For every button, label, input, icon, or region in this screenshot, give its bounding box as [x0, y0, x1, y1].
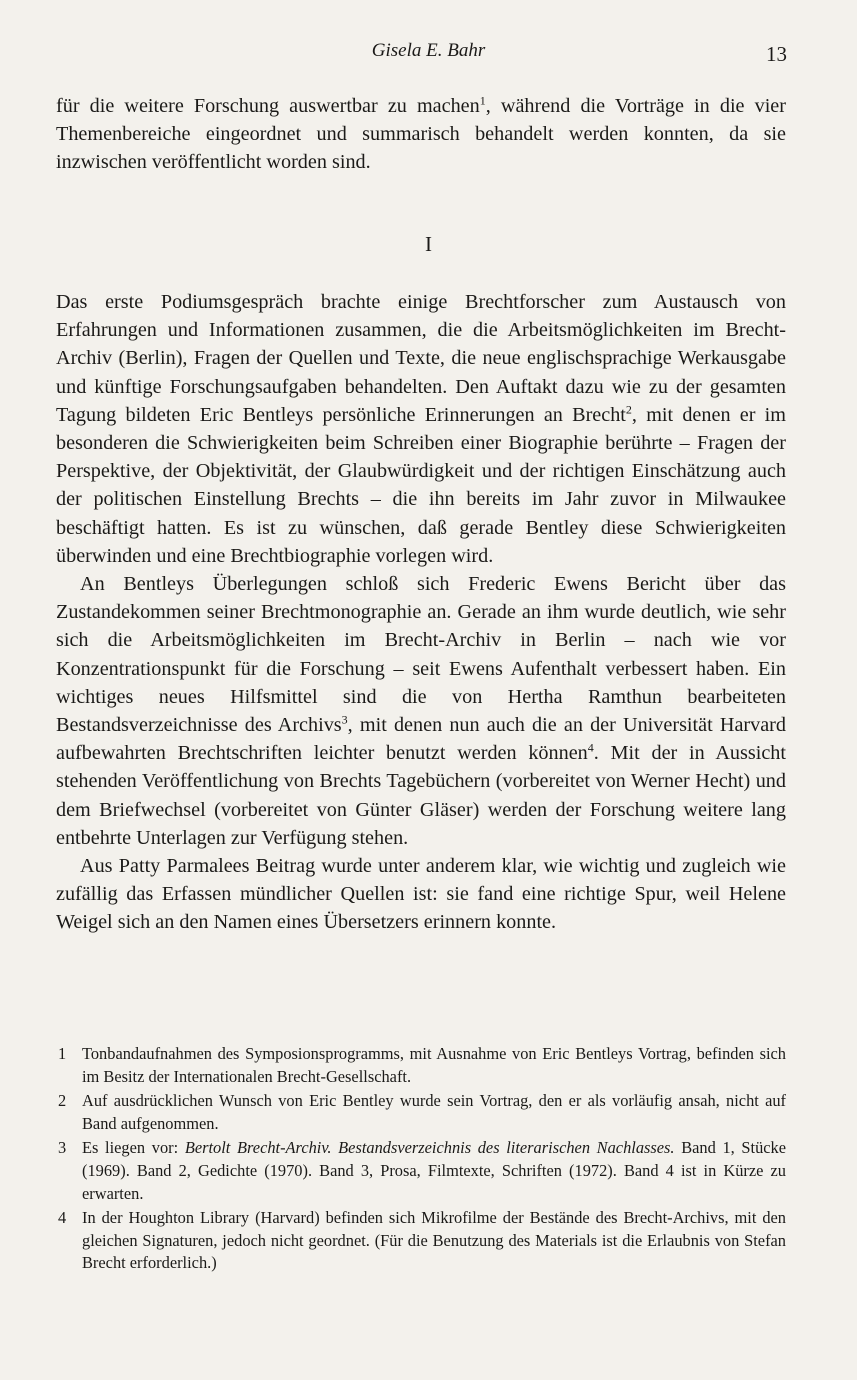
paragraph-1 [56, 288, 786, 570]
footnote-ref-4: 4 [587, 740, 594, 755]
footnote-title: Bertolt Brecht-Archiv. Bestandsverzeichnis des literarischen Nachlasses. [184, 1138, 675, 1158]
footnote-text: Auf ausdrücklichen Wunsch von Eric Bentley wurde sein Vortrag, den er als vorläufig ansah, nicht auf Band aufgenommen. [82, 1091, 786, 1133]
section-number: I [425, 232, 432, 256]
paragraph-text: An Bentleys Überlegungen schloß sich Frederic Ewens Bericht über das Zustandekommen seiner Brechtmonographie an. Gerade an ihm wurde deutlich, wie sehr sich die Arbeitsmöglichkeiten im Brecht-Archiv in Berlin – nach wie vor Konzentrationspunkt für die Forschung – seit Ewens Aufenthalt verbessert haben. Ein wichtiges neues Hilfsmittel sind die von Hertha Ramthun bearbeiteten Bestandsverzeichnisse des Archivs [56, 573, 786, 737]
paragraph-2 [56, 570, 786, 852]
page-number: 13 [766, 42, 787, 66]
footnotes [56, 1043, 786, 1277]
footnote-4 [56, 1207, 786, 1275]
running-head: Gisela E. Bahr [371, 40, 486, 61]
footnote-1 [56, 1043, 786, 1088]
footnote-2 [56, 1090, 786, 1135]
footnote-number: 3 [58, 1138, 67, 1158]
page-header [0, 36, 857, 68]
paragraph-text: Das erste Podiumsgespräch brachte einige Brechtforscher zum Austausch von Erfahrungen und Informationen zusammen, die die Arbeitsmöglichkeiten im Brecht-Archiv (Berlin), Fragen der Quellen und Texte, die neue englischsprachige Werkausgabe und künftige Forschungsaufgaben behandelten. Den Auftakt dazu wie zu der gesamten Tagung bildeten Eric Bentleys persönliche Erinnerungen an Brecht [56, 291, 786, 426]
footnote-text: In der Houghton Library (Harvard) befinden sich Mikrofilme der Bestände des Brecht-Archivs, mit den gleichen Signaturen, jedoch nicht geordnet. (Für die Benutzung des Materials ist die Erlaubnis von Stefan Brecht erforderlich.) [82, 1208, 786, 1273]
footnote-number: 1 [58, 1044, 67, 1063]
paragraph-text: Aus Patty Parmalees Beitrag wurde unter anderem klar, wie wichtig und zugleich wie zufällig das Erfassen mündlicher Quellen ist: sie fand eine richtige Spur, weil Helene Weigel sich an den Namen eines Übersetzers erinnern konnte. [56, 855, 786, 934]
footnote-text: Band 1, Stücke (1969). Band 2, Gedichte (1970). Band 3, Prosa, Filmtexte, Schriften (1972). Band 4 ist in Kürze zu erwarten. [82, 1138, 787, 1203]
paragraph-3 [56, 852, 786, 937]
footnote-ref-2: 2 [625, 402, 632, 417]
intro-paragraph [56, 92, 786, 177]
intro-text: , während die Vorträge in die vier Themenbereiche eingeordnet und summarisch behandelt werden konnten, da sie inzwischen veröffentlicht worden sind. [56, 95, 786, 174]
footnote-text: Tonbandaufnahmen des Symposionsprogramms, mit Ausnahme von Eric Bentleys Vortrag, befinden sich im Besitz der Internationalen Brecht-Gesellschaft. [82, 1044, 786, 1086]
footnote-number: 4 [58, 1208, 67, 1228]
paragraph-text: , mit denen er im besonderen die Schwierigkeiten beim Schreiben einer Biographie berührte – Fragen der Perspektive, der Objektivität, der Glaubwürdigkeit und der richtigen Einschätzung auch der politischen Einstellung Brechts – die ihn bereits im Jahr zuvor in Milwaukee beschäftigt hatten. Es ist zu wünschen, daß gerade Bentley diese Schwierigkeiten überwinden und eine Brechtbiographie vorlegen wird. [56, 403, 786, 567]
intro-text: für die weitere Forschung auswertbar zu machen [56, 95, 480, 117]
paragraph-text: . Mit der in Aussicht stehenden Veröffentlichung von Brechts Tagebüchern (vorbereitet von Werner Hecht) und dem Briefwechsel (vorbereitet von Günter Gläser) werden der Forschung weitere lang entbehrte Unterlagen zur Verfügung stehen. [56, 742, 786, 849]
footnote-3 [56, 1137, 786, 1205]
footnote-ref-1: 1 [479, 93, 486, 108]
section-body [56, 288, 786, 937]
footnote-number: 2 [58, 1091, 67, 1111]
footnote-ref-3: 3 [341, 712, 348, 727]
paragraph-text: , mit denen nun auch die an der Universität Harvard aufbewahrten Brechtschriften leichter benutzt werden können [56, 714, 786, 765]
footnote-text: Es liegen vor: [82, 1138, 185, 1158]
